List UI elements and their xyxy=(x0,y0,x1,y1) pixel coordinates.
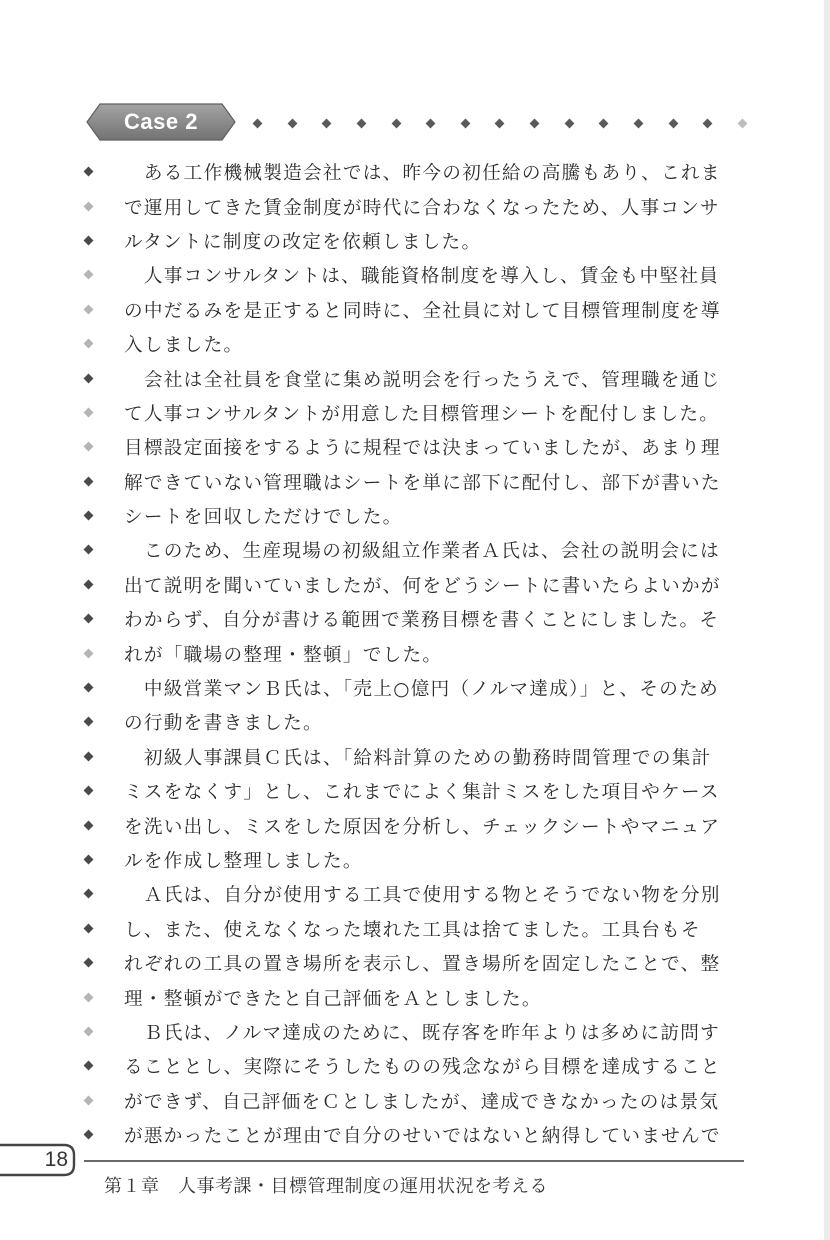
case-dot xyxy=(530,118,540,128)
line-text: 解できていない管理職はシートを単に部下に配付し、部下が書いた xyxy=(124,472,721,494)
text-line xyxy=(80,843,750,877)
text-line xyxy=(80,568,750,602)
text-line xyxy=(80,740,750,774)
diamond-bullet-icon xyxy=(84,236,94,246)
diamond-bullet-icon xyxy=(84,614,94,624)
text-line xyxy=(80,1015,750,1049)
line-text: 出て説明を聞いていましたが、何をどうシートに書いたらよいかが xyxy=(124,575,721,597)
diamond-bullet-icon xyxy=(84,648,94,658)
line-text: の行動を書きました。 xyxy=(124,713,323,735)
case-dot xyxy=(738,118,748,128)
case-dot xyxy=(564,118,574,128)
line-text: 中級営業マンＢ氏は、「売上○億円（ノルマ達成）」と、そのため xyxy=(124,679,719,701)
text-line xyxy=(80,258,750,292)
line-text: シートを回収しただけでした。 xyxy=(124,507,403,529)
diamond-bullet-icon xyxy=(84,545,94,555)
case-dot xyxy=(356,118,366,128)
line-text: で運用してきた賃金制度が時代に合わなくなったため、人事コンサ xyxy=(124,197,721,219)
page-number-box xyxy=(0,1143,76,1177)
diamond-bullet-icon xyxy=(84,958,94,968)
line-text: 目標設定面接をするように規程では決まっていましたが、あまり理 xyxy=(124,438,721,460)
diamond-bullet-icon xyxy=(84,304,94,314)
case-dot xyxy=(391,118,401,128)
diamond-bullet-icon xyxy=(84,992,94,1002)
case-dot xyxy=(322,118,332,128)
line-text: ルタントに制度の改定を依頼しました。 xyxy=(124,231,482,253)
diamond-bullet-icon xyxy=(84,889,94,899)
diamond-bullet-icon xyxy=(84,201,94,211)
diamond-bullet-icon xyxy=(84,923,94,933)
case-tag xyxy=(86,103,236,141)
case-dot xyxy=(287,118,297,128)
case-dot xyxy=(703,118,713,128)
case-dot xyxy=(668,118,678,128)
line-text: Ｂ氏は、ノルマ達成のために、既存客を昨年よりは多めに訪問す xyxy=(124,1022,721,1044)
diamond-bullet-icon xyxy=(84,511,94,521)
diamond-bullet-icon xyxy=(84,1130,94,1140)
text-line xyxy=(80,774,750,808)
line-text: 人事コンサルタントは、職能資格制度を導入し、賃金も中堅社員 xyxy=(124,266,720,288)
text-line xyxy=(80,946,750,980)
text-line xyxy=(80,499,750,533)
text-line xyxy=(80,636,750,670)
line-text: を洗い出し、ミスをした原因を分析し、チェックシートやマニュア xyxy=(124,816,721,838)
line-text: このため、生産現場の初級組立作業者Ａ氏は、会社の説明会には xyxy=(124,541,721,563)
case-label: Case 2 xyxy=(124,109,198,134)
text-line xyxy=(80,430,750,464)
diamond-bullet-icon xyxy=(84,407,94,417)
body-text xyxy=(80,155,750,1152)
diamond-bullet-icon xyxy=(84,373,94,383)
line-text: ルを作成し整理しました。 xyxy=(124,851,363,872)
page-edge xyxy=(824,0,830,1240)
line-text: ることとし、実際にそうしたものの残念ながら目標を達成すること xyxy=(124,1057,721,1079)
case-dot xyxy=(599,118,609,128)
diamond-bullet-icon xyxy=(84,717,94,727)
text-line xyxy=(80,912,750,946)
chapter-title: 第１章 人事考課・目標管理制度の運用状況を考える xyxy=(104,1176,548,1197)
case-header xyxy=(86,103,746,143)
text-line xyxy=(80,361,750,395)
text-line xyxy=(80,396,750,430)
line-text: ある工作機械製造会社では、昨今の初任給の高騰もあり、これま xyxy=(124,163,721,185)
text-line xyxy=(80,671,750,705)
diamond-bullet-icon xyxy=(84,1027,94,1037)
text-line xyxy=(80,189,750,223)
diamond-bullet-icon xyxy=(84,339,94,349)
line-text: ができず、自己評価をＣとしましたが、達成できなかったのは景気 xyxy=(124,1091,720,1113)
text-line xyxy=(80,224,750,258)
text-line xyxy=(80,327,750,361)
text-line xyxy=(80,465,750,499)
line-text: わからず、自分が書ける範囲で業務目標を書くことにしました。そ xyxy=(124,610,720,632)
line-text: し、また、使えなくなった壊れた工具は捨てました。工具台もそ xyxy=(124,919,701,941)
text-line xyxy=(80,1118,750,1152)
line-text: 理・整頓ができたと自己評価をＡとしました。 xyxy=(124,988,542,1010)
line-text: れが「職場の整理・整頓」でした。 xyxy=(124,644,443,666)
text-line xyxy=(80,1084,750,1118)
line-text: 会社は全社員を食堂に集め説明会を行ったうえで、管理職を通じ xyxy=(124,369,721,391)
diamond-bullet-icon xyxy=(84,579,94,589)
line-text: 初級人事課員Ｃ氏は、「給料計算のための勤務時間管理での集計 xyxy=(124,747,712,769)
text-line xyxy=(80,705,750,739)
diamond-bullet-icon xyxy=(84,1095,94,1105)
diamond-bullet-icon xyxy=(84,855,94,865)
line-text: Ａ氏は、自分が使用する工具で使用する物とそうでない物を分別 xyxy=(124,885,721,907)
diamond-bullet-icon xyxy=(84,683,94,693)
diamond-bullet-icon xyxy=(84,167,94,177)
case-dots xyxy=(254,117,746,129)
diamond-bullet-icon xyxy=(84,270,94,280)
line-text: ミスをなくす」とし、これまでによく集計ミスをした項目やケース xyxy=(124,782,720,804)
text-line xyxy=(80,533,750,567)
diamond-bullet-icon xyxy=(84,1061,94,1071)
diamond-bullet-icon xyxy=(84,820,94,830)
line-text: 入しました。 xyxy=(124,335,244,357)
text-line xyxy=(80,877,750,911)
line-text: て人事コンサルタントが用意した目標管理シートを配付しました。 xyxy=(124,403,720,425)
case-dot xyxy=(495,118,505,128)
line-text: れぞれの工具の置き場所を表示し、置き場所を固定したことで、整 xyxy=(124,954,721,976)
case-dot xyxy=(634,118,644,128)
text-line xyxy=(80,1049,750,1083)
case-dot xyxy=(460,118,470,128)
text-line xyxy=(80,293,750,327)
text-line xyxy=(80,980,750,1014)
line-text: が悪かったことが理由で自分のせいではないと納得していませんで xyxy=(124,1126,721,1148)
text-line xyxy=(80,602,750,636)
case-dot xyxy=(426,118,436,128)
diamond-bullet-icon xyxy=(84,751,94,761)
text-line xyxy=(80,155,750,189)
footer-rule xyxy=(84,1160,744,1162)
diamond-bullet-icon xyxy=(84,442,94,452)
line-text: の中だるみを是正すると同時に、全社員に対して目標管理制度を導 xyxy=(124,300,721,322)
page-number: 18 xyxy=(44,1148,68,1171)
diamond-bullet-icon xyxy=(84,476,94,486)
case-dot xyxy=(253,118,263,128)
diamond-bullet-icon xyxy=(84,786,94,796)
text-line xyxy=(80,808,750,842)
